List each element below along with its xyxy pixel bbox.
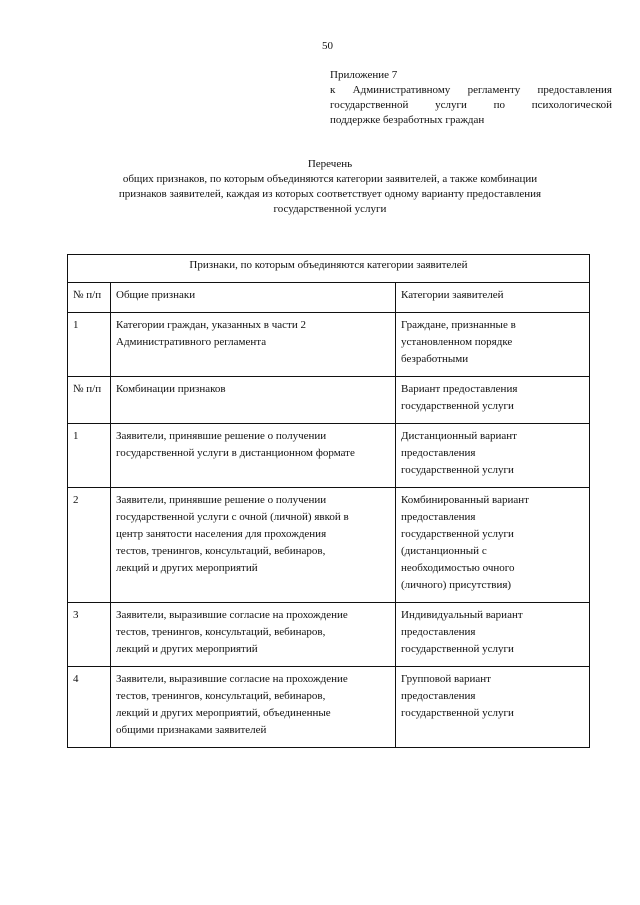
row-variant-line: предоставления bbox=[401, 626, 476, 638]
row-combination-line: общими признаками заявителей bbox=[116, 724, 267, 736]
appendix-line: к Административному регламенту предоставления bbox=[330, 84, 612, 96]
column-header-variant bbox=[396, 377, 590, 424]
column-header-num bbox=[68, 283, 111, 313]
table-row bbox=[68, 313, 590, 377]
row-variant-line: государственной услуги bbox=[401, 707, 514, 719]
table-row bbox=[68, 488, 590, 603]
row-general-criteria-line: Административного регламента bbox=[116, 336, 267, 348]
row-variant bbox=[396, 424, 590, 488]
row-variant-line: Комбинированный вариант bbox=[401, 494, 529, 506]
row-number bbox=[68, 424, 111, 488]
row-variant-line: Индивидуальный вариант bbox=[401, 609, 523, 621]
row-number-line: 1 bbox=[73, 319, 79, 331]
row-general-criteria-line: Категории граждан, указанных в части 2 bbox=[116, 319, 306, 331]
column-header-general bbox=[111, 283, 396, 313]
table-row bbox=[68, 424, 590, 488]
row-combination-line: Заявители, принявшие решение о получении bbox=[116, 430, 327, 442]
row-variant-line: Групповой вариант bbox=[401, 673, 491, 685]
page-number: 50 bbox=[322, 40, 333, 52]
table-row bbox=[68, 667, 590, 748]
column-header-num-line: № п/п bbox=[73, 383, 102, 395]
column-header-combination bbox=[111, 377, 396, 424]
title-line: государственной услуги bbox=[273, 203, 387, 215]
row-combination-line: тестов, тренингов, консультаций, вебинаров, bbox=[116, 545, 326, 557]
column-header-row bbox=[68, 283, 590, 313]
row-variant-line: государственной услуги bbox=[401, 464, 514, 476]
row-variant-line: Дистанционный вариант bbox=[401, 430, 517, 442]
column-header-category bbox=[396, 283, 590, 313]
table-row bbox=[68, 603, 590, 667]
column-header-category-line: Категории заявителей bbox=[401, 289, 504, 301]
row-combination bbox=[111, 667, 396, 748]
row-variant bbox=[396, 667, 590, 748]
document-title bbox=[70, 157, 590, 217]
row-combination-line: лекций и других мероприятий bbox=[116, 562, 258, 574]
column-header-row bbox=[68, 377, 590, 424]
column-header-combination-line: Комбинации признаков bbox=[116, 383, 226, 395]
title-line: Перечень bbox=[307, 158, 353, 170]
row-combination-line: Заявители, выразившие согласие на прохождение bbox=[116, 609, 348, 621]
row-variant-line: необходимостью очного bbox=[401, 562, 515, 574]
row-number-line: 3 bbox=[73, 609, 79, 621]
appendix-line: государственной услуги по психологической bbox=[330, 99, 612, 111]
table-header: Признаки, по которым объединяются категории заявителей bbox=[68, 255, 590, 283]
column-header-num bbox=[68, 377, 111, 424]
title-line: признаков заявителей, каждая из которых соответствует одному варианту предоставления bbox=[118, 188, 542, 200]
appendix-block bbox=[330, 68, 612, 128]
row-variant-line: (дистанционный с bbox=[401, 545, 487, 557]
row-combination-line: Заявители, принявшие решение о получении bbox=[116, 494, 327, 506]
row-variant-line: предоставления bbox=[401, 690, 476, 702]
row-category-line: Граждане, признанные в bbox=[401, 319, 516, 331]
row-combination-line: государственной услуги в дистанционном формате bbox=[116, 447, 355, 459]
row-number-line: 1 bbox=[73, 430, 79, 442]
row-variant-line: государственной услуги bbox=[401, 528, 514, 540]
column-header-general-line: Общие признаки bbox=[116, 289, 196, 301]
row-combination-line: лекций и других мероприятий bbox=[116, 643, 258, 655]
row-variant-line: предоставления bbox=[401, 511, 476, 523]
row-combination-line: тестов, тренингов, консультаций, вебинаров, bbox=[116, 690, 326, 702]
row-number-line: 2 bbox=[73, 494, 79, 506]
row-category-line: установленном порядке bbox=[401, 336, 513, 348]
row-combination-line: лекций и других мероприятий, объединенные bbox=[116, 707, 331, 719]
row-combination-line: Заявители, выразившие согласие на прохождение bbox=[116, 673, 348, 685]
row-variant bbox=[396, 603, 590, 667]
row-combination bbox=[111, 603, 396, 667]
row-combination bbox=[111, 488, 396, 603]
row-number-line: 4 bbox=[73, 673, 79, 685]
title-line: общих признаков, по которым объединяются категории заявителей, а также комбинации bbox=[122, 173, 538, 185]
row-category bbox=[396, 313, 590, 377]
appendix-line: Приложение 7 bbox=[330, 69, 398, 81]
row-combination bbox=[111, 424, 396, 488]
column-header-variant-line: Вариант предоставления bbox=[401, 383, 518, 395]
row-number bbox=[68, 667, 111, 748]
table-header-row bbox=[68, 255, 590, 283]
row-combination-line: государственной услуги с очной (личной) явкой в bbox=[116, 511, 349, 523]
row-category-line: безработными bbox=[401, 353, 469, 365]
row-variant-line: государственной услуги bbox=[401, 643, 514, 655]
row-combination-line: центр занятости населения для прохождения bbox=[116, 528, 327, 540]
row-variant bbox=[396, 488, 590, 603]
criteria-table bbox=[67, 254, 590, 748]
column-header-variant-line: государственной услуги bbox=[401, 400, 514, 412]
column-header-num-line: № п/п bbox=[73, 289, 102, 301]
row-number bbox=[68, 488, 111, 603]
appendix-line: поддержке безработных граждан bbox=[330, 114, 485, 126]
row-variant-line: предоставления bbox=[401, 447, 476, 459]
row-number bbox=[68, 603, 111, 667]
row-variant-line: (личного) присутствия) bbox=[401, 579, 512, 591]
row-combination-line: тестов, тренингов, консультаций, вебинаров, bbox=[116, 626, 326, 638]
row-general-criteria bbox=[111, 313, 396, 377]
row-number bbox=[68, 313, 111, 377]
table-body bbox=[68, 255, 590, 748]
